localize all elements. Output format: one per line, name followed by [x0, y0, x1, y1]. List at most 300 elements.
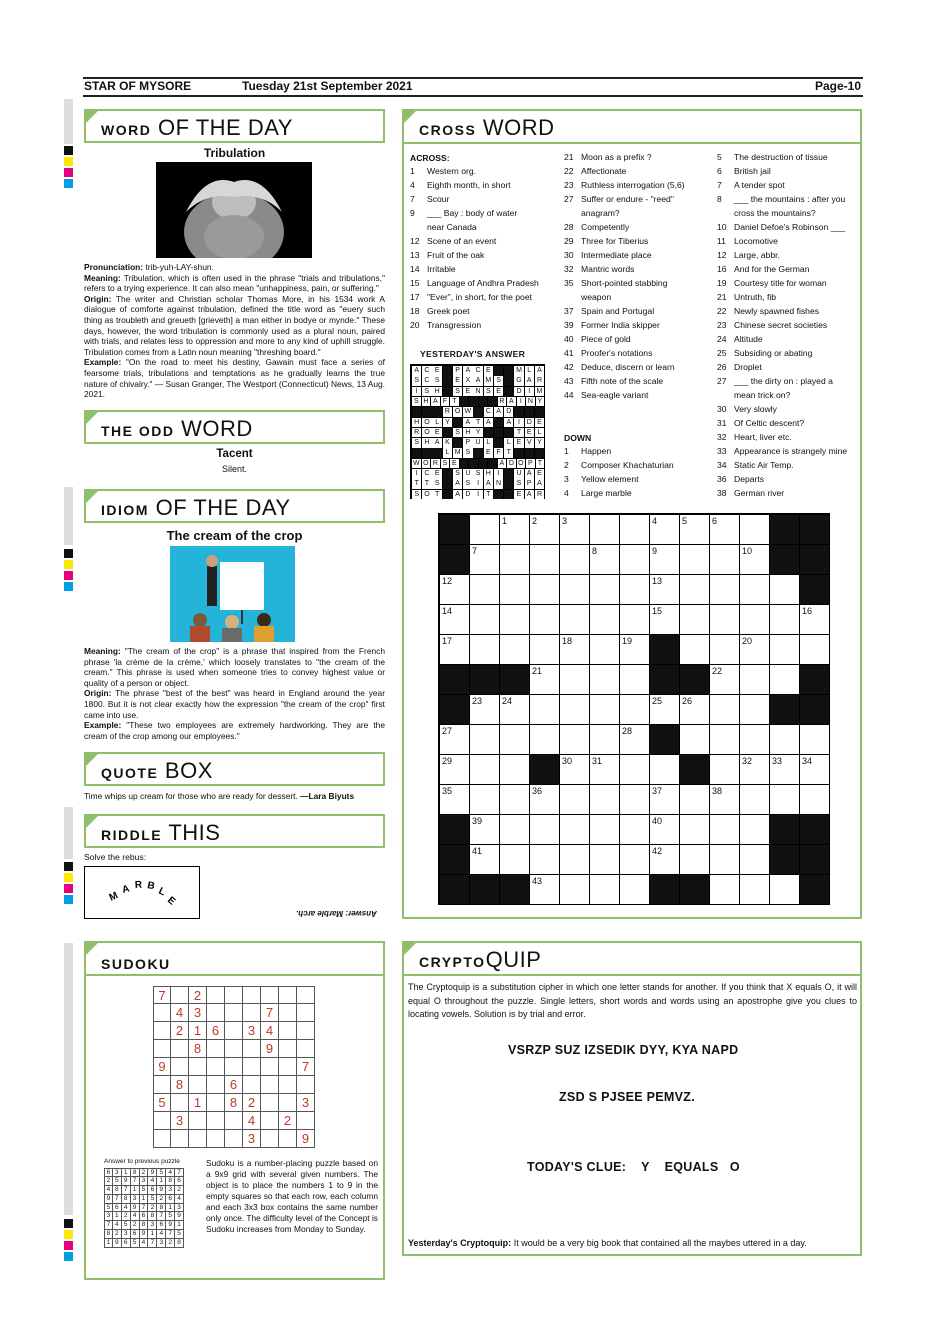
- crossword-cell[interactable]: [650, 515, 679, 544]
- crossword-cell[interactable]: [710, 665, 739, 694]
- sudoku-cell[interactable]: [153, 1004, 171, 1022]
- crossword-cell[interactable]: [590, 785, 619, 814]
- sudoku-cell[interactable]: [279, 1022, 297, 1040]
- sudoku-cell[interactable]: 4: [243, 1112, 261, 1130]
- crossword-cell[interactable]: [710, 725, 739, 754]
- crossword-cell[interactable]: [470, 695, 499, 724]
- riddle-answer: Answer: Marble arch.: [296, 909, 377, 918]
- sudoku-cell[interactable]: [207, 1130, 225, 1148]
- sudoku-cell[interactable]: [207, 1040, 225, 1058]
- sudoku-cell[interactable]: 9: [297, 1130, 315, 1148]
- crossword-cell[interactable]: [710, 515, 739, 544]
- crossword-cell[interactable]: [620, 605, 649, 634]
- crossword-cell[interactable]: [710, 605, 739, 634]
- crossword-cell[interactable]: [440, 575, 469, 604]
- sudoku-cell[interactable]: [153, 1112, 171, 1130]
- black-square: [504, 490, 513, 500]
- issue-date: Tuesday 21st September 2021: [242, 79, 413, 93]
- sudoku-cell[interactable]: [171, 986, 189, 1004]
- clue-number: 16: [717, 264, 727, 274]
- answer-cell: N: [473, 387, 482, 397]
- crossword-cell[interactable]: [500, 575, 529, 604]
- answer-cell: E: [535, 418, 544, 428]
- clue-row: [717, 472, 859, 486]
- crossword-cell[interactable]: [740, 515, 769, 544]
- sudoku-cell[interactable]: 4: [171, 1004, 189, 1022]
- sudoku-cell[interactable]: [297, 1022, 315, 1040]
- sudoku-cell[interactable]: [243, 1040, 261, 1058]
- cell-number: 42: [652, 846, 663, 856]
- crossword-cell[interactable]: [680, 605, 709, 634]
- answer-cell: I: [473, 490, 482, 500]
- crossword-cell[interactable]: [560, 515, 589, 544]
- clue-text: ___ the mountains : after you: [734, 194, 846, 204]
- crossword-cell[interactable]: [710, 545, 739, 574]
- crossword-cell[interactable]: [800, 785, 829, 814]
- sudoku-cell[interactable]: [225, 1112, 243, 1130]
- sudoku-cell[interactable]: [171, 1040, 189, 1058]
- clue-row: [564, 458, 714, 472]
- sudoku-cell[interactable]: [261, 986, 279, 1004]
- sudoku-cell[interactable]: [297, 1112, 315, 1130]
- answer-cell: A: [463, 366, 472, 376]
- answer-cell: N: [527, 397, 533, 405]
- sudoku-cell[interactable]: [153, 1022, 171, 1040]
- sudoku-cell[interactable]: 3: [243, 1130, 261, 1148]
- black-square: [443, 387, 452, 397]
- black-square: [460, 397, 469, 407]
- sudoku-cell[interactable]: [279, 1130, 297, 1148]
- cell-number: 5: [682, 516, 688, 526]
- sudoku-cell[interactable]: [207, 986, 225, 1004]
- sudoku-cell[interactable]: [279, 986, 297, 1004]
- sudoku-cell[interactable]: [279, 1004, 297, 1022]
- crossword-cell[interactable]: [470, 635, 499, 664]
- crossword-cell[interactable]: [740, 575, 769, 604]
- sudoku-cell: 3: [166, 1186, 175, 1195]
- crossword-cell[interactable]: [680, 815, 709, 844]
- crossword-cell[interactable]: [530, 635, 559, 664]
- sudoku-cell[interactable]: [189, 1058, 207, 1076]
- crossword-cell[interactable]: [440, 785, 469, 814]
- crossword-cell[interactable]: [530, 545, 559, 574]
- crossword-cell[interactable]: [530, 725, 559, 754]
- crossword-cell[interactable]: [650, 695, 679, 724]
- clue-text: Subsiding or abating: [734, 348, 813, 358]
- sudoku-cell[interactable]: [189, 1076, 207, 1094]
- crossword-cell[interactable]: [680, 845, 709, 874]
- crossword-cell[interactable]: [680, 515, 709, 544]
- sudoku-cell[interactable]: 5: [153, 1094, 171, 1112]
- sudoku-cell[interactable]: 7: [297, 1058, 315, 1076]
- crossword-cell[interactable]: [620, 845, 649, 874]
- sudoku-cell[interactable]: [225, 1004, 243, 1022]
- sudoku-cell[interactable]: [261, 1094, 279, 1112]
- crossword-cell[interactable]: [590, 875, 619, 904]
- sudoku-cell[interactable]: 3: [171, 1112, 189, 1130]
- sudoku-cell[interactable]: 3: [243, 1022, 261, 1040]
- crossword-cell[interactable]: [590, 815, 619, 844]
- sudoku-cell[interactable]: 9: [153, 1058, 171, 1076]
- sudoku-cell[interactable]: 6: [225, 1076, 243, 1094]
- crossword-cell[interactable]: [620, 515, 649, 544]
- sudoku-cell[interactable]: 8: [171, 1076, 189, 1094]
- crossword-cell[interactable]: [470, 545, 499, 574]
- answer-cell: S: [463, 448, 472, 458]
- crossword-cell[interactable]: [650, 815, 679, 844]
- black-square: [494, 490, 503, 500]
- crossword-cell[interactable]: [620, 665, 649, 694]
- crossword-cell[interactable]: [740, 605, 769, 634]
- answer-cell: M: [516, 367, 522, 374]
- sudoku-cell[interactable]: [207, 1058, 225, 1076]
- crossword-cell[interactable]: [800, 635, 829, 664]
- crossword-cell[interactable]: [590, 725, 619, 754]
- crossword-cell[interactable]: [530, 845, 559, 874]
- crossword-cell[interactable]: [560, 755, 589, 784]
- sudoku-cell[interactable]: 8: [189, 1040, 207, 1058]
- clue-text: Mantric words: [581, 264, 635, 274]
- sudoku-cell[interactable]: [225, 1058, 243, 1076]
- crossword-cell[interactable]: [530, 665, 559, 694]
- crossword-cell[interactable]: [440, 635, 469, 664]
- sudoku-cell[interactable]: 3: [297, 1094, 315, 1112]
- crossword-cell[interactable]: [770, 725, 799, 754]
- crossword-cell[interactable]: [770, 605, 799, 634]
- sudoku-cell[interactable]: [171, 1058, 189, 1076]
- crossword-cell[interactable]: [560, 695, 589, 724]
- sudoku-cell[interactable]: 2: [279, 1112, 297, 1130]
- black-square: [770, 545, 799, 574]
- crossword-cell[interactable]: [710, 695, 739, 724]
- clue-number: 14: [410, 264, 420, 274]
- black-square: [500, 875, 529, 904]
- crossword-cell[interactable]: [500, 605, 529, 634]
- sudoku-cell[interactable]: [207, 1094, 225, 1112]
- crossword-cell[interactable]: [440, 605, 469, 634]
- crossword-cell[interactable]: [590, 515, 619, 544]
- crossword-cell[interactable]: [710, 815, 739, 844]
- crossword-cell[interactable]: [710, 575, 739, 604]
- crossword-cell[interactable]: [710, 845, 739, 874]
- answer-cell: S: [432, 376, 441, 386]
- crossword-cell[interactable]: [650, 545, 679, 574]
- clue-text: near Canada: [427, 222, 477, 232]
- cell-number: 33: [772, 756, 783, 766]
- crossword-cell[interactable]: [770, 575, 799, 604]
- clue-text: Of Celtic descent?: [734, 418, 805, 428]
- crossword-cell[interactable]: [530, 875, 559, 904]
- crossword-cell[interactable]: [770, 755, 799, 784]
- crossword-cell[interactable]: [650, 755, 679, 784]
- answer-cell: D: [508, 459, 514, 467]
- sudoku-cell[interactable]: [297, 1040, 315, 1058]
- sudoku-cell[interactable]: 2: [189, 986, 207, 1004]
- crossword-cell[interactable]: [500, 725, 529, 754]
- black-square: [535, 448, 544, 458]
- sudoku-cell[interactable]: [261, 1130, 279, 1148]
- crossword-cell[interactable]: [680, 725, 709, 754]
- sudoku-cell: 8: [148, 1212, 157, 1221]
- rebus-letter: A: [120, 883, 131, 896]
- crossword-cell[interactable]: [650, 785, 679, 814]
- crossword-cell[interactable]: [590, 605, 619, 634]
- sudoku-cell[interactable]: [243, 1058, 261, 1076]
- crossword-cell[interactable]: [470, 845, 499, 874]
- crossword-cell[interactable]: [740, 545, 769, 574]
- black-square: [443, 366, 452, 376]
- crossword-cell[interactable]: [530, 515, 559, 544]
- crossword-cell[interactable]: [620, 875, 649, 904]
- crossword-cell[interactable]: [560, 725, 589, 754]
- crossword-cell[interactable]: [500, 635, 529, 664]
- crossword-cell[interactable]: [470, 755, 499, 784]
- crossword-cell[interactable]: [560, 845, 589, 874]
- black-square: [440, 875, 469, 904]
- crossword-cell[interactable]: [500, 755, 529, 784]
- crossword-cell[interactable]: [500, 815, 529, 844]
- crossword-cell[interactable]: [770, 875, 799, 904]
- crossword-cell[interactable]: [800, 605, 829, 634]
- crossword-cell[interactable]: [770, 785, 799, 814]
- crossword-cell[interactable]: [680, 785, 709, 814]
- crossword-cell[interactable]: [500, 545, 529, 574]
- answer-cell: R: [499, 397, 505, 405]
- crossword-cell[interactable]: [620, 725, 649, 754]
- crossword-cell[interactable]: [650, 605, 679, 634]
- crossword-cell[interactable]: [530, 575, 559, 604]
- clue-row: [717, 416, 859, 430]
- sudoku-cell[interactable]: [279, 1040, 297, 1058]
- black-square: [800, 545, 829, 574]
- sudoku-cell[interactable]: [261, 1058, 279, 1076]
- reg-mark-black: [64, 549, 73, 558]
- sudoku-cell[interactable]: [297, 1076, 315, 1094]
- crossword-cell[interactable]: [680, 545, 709, 574]
- crossword-cell[interactable]: [560, 575, 589, 604]
- sudoku-cell[interactable]: [243, 1076, 261, 1094]
- sudoku-cell[interactable]: [207, 1076, 225, 1094]
- sudoku-cell[interactable]: [189, 1130, 207, 1148]
- crossword-cell[interactable]: [560, 875, 589, 904]
- answer-cell: H: [423, 397, 429, 405]
- down-clues-col1: [564, 444, 714, 500]
- sudoku-cell[interactable]: 7: [261, 1004, 279, 1022]
- clue-row: [717, 234, 859, 248]
- sudoku-cell[interactable]: 9: [261, 1040, 279, 1058]
- sudoku-cell[interactable]: [207, 1004, 225, 1022]
- crossword-cell[interactable]: [740, 755, 769, 784]
- crossword-cell[interactable]: [560, 815, 589, 844]
- clue-text: Heart, liver etc.: [734, 432, 792, 442]
- sudoku-cell[interactable]: [171, 1094, 189, 1112]
- crossword-cell[interactable]: [650, 575, 679, 604]
- sudoku-cell[interactable]: [279, 1058, 297, 1076]
- crossword-cell[interactable]: [620, 635, 649, 664]
- sudoku-cell: 5: [122, 1221, 131, 1230]
- clue-number: 23: [564, 180, 574, 190]
- crossword-cell[interactable]: [470, 575, 499, 604]
- crossword-cell[interactable]: [650, 845, 679, 874]
- sudoku-cell[interactable]: [153, 1040, 171, 1058]
- answer-cell: C: [422, 469, 431, 479]
- crossword-cell[interactable]: [500, 785, 529, 814]
- crossword-cell[interactable]: [620, 695, 649, 724]
- sudoku-cell[interactable]: [225, 1022, 243, 1040]
- clue-text: Chinese secret societies: [734, 320, 828, 330]
- sudoku-cell[interactable]: [189, 1112, 207, 1130]
- crossword-cell[interactable]: [590, 575, 619, 604]
- crossword-cell[interactable]: [590, 545, 619, 574]
- crossword-cell[interactable]: [500, 695, 529, 724]
- crossword-cell[interactable]: [500, 845, 529, 874]
- sudoku-cell: 7: [104, 1221, 113, 1230]
- crossword-cell[interactable]: [740, 845, 769, 874]
- sudoku-cell[interactable]: 1: [189, 1022, 207, 1040]
- clue-number: 34: [717, 460, 727, 470]
- crossword-cell[interactable]: [470, 785, 499, 814]
- sudoku-cell[interactable]: [261, 1112, 279, 1130]
- crossword-cell[interactable]: [680, 575, 709, 604]
- crossword-cell[interactable]: [530, 815, 559, 844]
- sudoku-cell[interactable]: 7: [153, 986, 171, 1004]
- crossword-cell[interactable]: [740, 875, 769, 904]
- sudoku-cell[interactable]: [261, 1076, 279, 1094]
- sudoku-cell: 6: [148, 1186, 157, 1195]
- sudoku-cell[interactable]: [243, 1004, 261, 1022]
- clue-row: [717, 164, 859, 178]
- sudoku-cell[interactable]: 1: [189, 1094, 207, 1112]
- sudoku-cell[interactable]: 8: [225, 1094, 243, 1112]
- cell-number: 30: [562, 756, 573, 766]
- sudoku-cell[interactable]: [171, 1130, 189, 1148]
- sudoku-cell[interactable]: [279, 1076, 297, 1094]
- crossword-cell[interactable]: [500, 515, 529, 544]
- crossword-cell[interactable]: [740, 785, 769, 814]
- sudoku-cell[interactable]: 2: [243, 1094, 261, 1112]
- crossword-cell[interactable]: [530, 695, 559, 724]
- corner-flag: [84, 814, 100, 830]
- answer-cell: S: [412, 376, 421, 386]
- crossword-cell[interactable]: [560, 545, 589, 574]
- crossword-cell[interactable]: [740, 665, 769, 694]
- clue-text: The destruction of tissue: [734, 152, 828, 162]
- clue-row: [717, 248, 859, 262]
- crossword-cell[interactable]: [620, 575, 649, 604]
- clue-text: Piece of gold: [581, 334, 631, 344]
- black-square: [800, 515, 829, 544]
- sudoku-cell[interactable]: 6: [207, 1022, 225, 1040]
- crossword-cell[interactable]: [620, 545, 649, 574]
- clue-text: And for the German: [734, 264, 810, 274]
- sudoku-cell: 2: [175, 1186, 184, 1195]
- crossword-cell[interactable]: [470, 725, 499, 754]
- sudoku-cell: 9: [157, 1186, 166, 1195]
- clue-number: 25: [717, 348, 727, 358]
- sudoku-cell[interactable]: 2: [171, 1022, 189, 1040]
- crossword-cell[interactable]: [590, 665, 619, 694]
- crossword-cell[interactable]: [800, 725, 829, 754]
- sudoku-cell[interactable]: [153, 1076, 171, 1094]
- sudoku-cell[interactable]: [297, 986, 315, 1004]
- cell-number: 29: [442, 756, 453, 766]
- sudoku-cell: 7: [140, 1204, 149, 1213]
- sudoku-cell[interactable]: [225, 1130, 243, 1148]
- crossword-cell[interactable]: [560, 605, 589, 634]
- answer-cell: A: [473, 376, 482, 386]
- crossword-cell[interactable]: [560, 785, 589, 814]
- sudoku-cell: 5: [113, 1177, 122, 1186]
- crossword-cell[interactable]: [710, 875, 739, 904]
- cryptoquip-line-1: VSRZP SUZ IZSEDIK DYY, KYA NAPD: [508, 1043, 739, 1057]
- crossword-cell[interactable]: [770, 665, 799, 694]
- crossword-cell[interactable]: [680, 695, 709, 724]
- sudoku-cell[interactable]: [297, 1004, 315, 1022]
- crossword-cell[interactable]: [470, 515, 499, 544]
- answer-cell: A: [525, 376, 534, 386]
- sudoku-cell[interactable]: [225, 1040, 243, 1058]
- crossword-cell[interactable]: [470, 605, 499, 634]
- sudoku-cell[interactable]: 4: [261, 1022, 279, 1040]
- crossword-cell[interactable]: [710, 785, 739, 814]
- sudoku-cell[interactable]: [153, 1130, 171, 1148]
- sudoku-cell[interactable]: 3: [189, 1004, 207, 1022]
- crossword-cell[interactable]: [800, 755, 829, 784]
- answer-cell: O: [518, 459, 524, 467]
- answer-cell: A: [494, 407, 503, 417]
- crossword-cell[interactable]: [740, 635, 769, 664]
- crossword-cell[interactable]: [560, 665, 589, 694]
- answer-cell: A: [412, 366, 421, 376]
- sudoku-cell: 1: [157, 1177, 166, 1186]
- cell-number: 32: [742, 756, 753, 766]
- crossword-cell[interactable]: [680, 635, 709, 664]
- crossword-cell[interactable]: [530, 785, 559, 814]
- section-title: WORD OF THE DAY: [101, 115, 293, 140]
- crossword-cell[interactable]: [710, 635, 739, 664]
- crossword-cell[interactable]: [740, 815, 769, 844]
- reg-mark-black: [64, 862, 73, 871]
- answer-cell: K: [443, 438, 452, 448]
- crossword-cell[interactable]: [590, 635, 619, 664]
- reg-mark-magenta: [64, 571, 73, 580]
- crossword-cell[interactable]: [440, 725, 469, 754]
- crossword-cell[interactable]: [620, 785, 649, 814]
- crossword-cell[interactable]: [590, 845, 619, 874]
- crossword-cell[interactable]: [440, 755, 469, 784]
- sudoku-cell[interactable]: [207, 1112, 225, 1130]
- black-square: [440, 815, 469, 844]
- sudoku-cell[interactable]: [279, 1094, 297, 1112]
- crossword-cell[interactable]: [530, 605, 559, 634]
- crossword-cell[interactable]: [590, 695, 619, 724]
- crossword-cell[interactable]: [470, 815, 499, 844]
- crossword-cell[interactable]: [590, 755, 619, 784]
- crossword-cell[interactable]: [740, 725, 769, 754]
- crossword-cell[interactable]: [740, 695, 769, 724]
- cell-number: 36: [532, 786, 543, 796]
- crossword-cell[interactable]: [770, 635, 799, 664]
- black-square: [443, 490, 452, 500]
- crossword-cell[interactable]: [620, 815, 649, 844]
- crossword-cell[interactable]: [560, 635, 589, 664]
- sudoku-cell[interactable]: [243, 986, 261, 1004]
- crossword-cell[interactable]: [620, 755, 649, 784]
- cell-number: 25: [652, 696, 663, 706]
- sudoku-cell[interactable]: [225, 986, 243, 1004]
- sudoku-cell: 1: [113, 1212, 122, 1221]
- crossword-cell[interactable]: [710, 755, 739, 784]
